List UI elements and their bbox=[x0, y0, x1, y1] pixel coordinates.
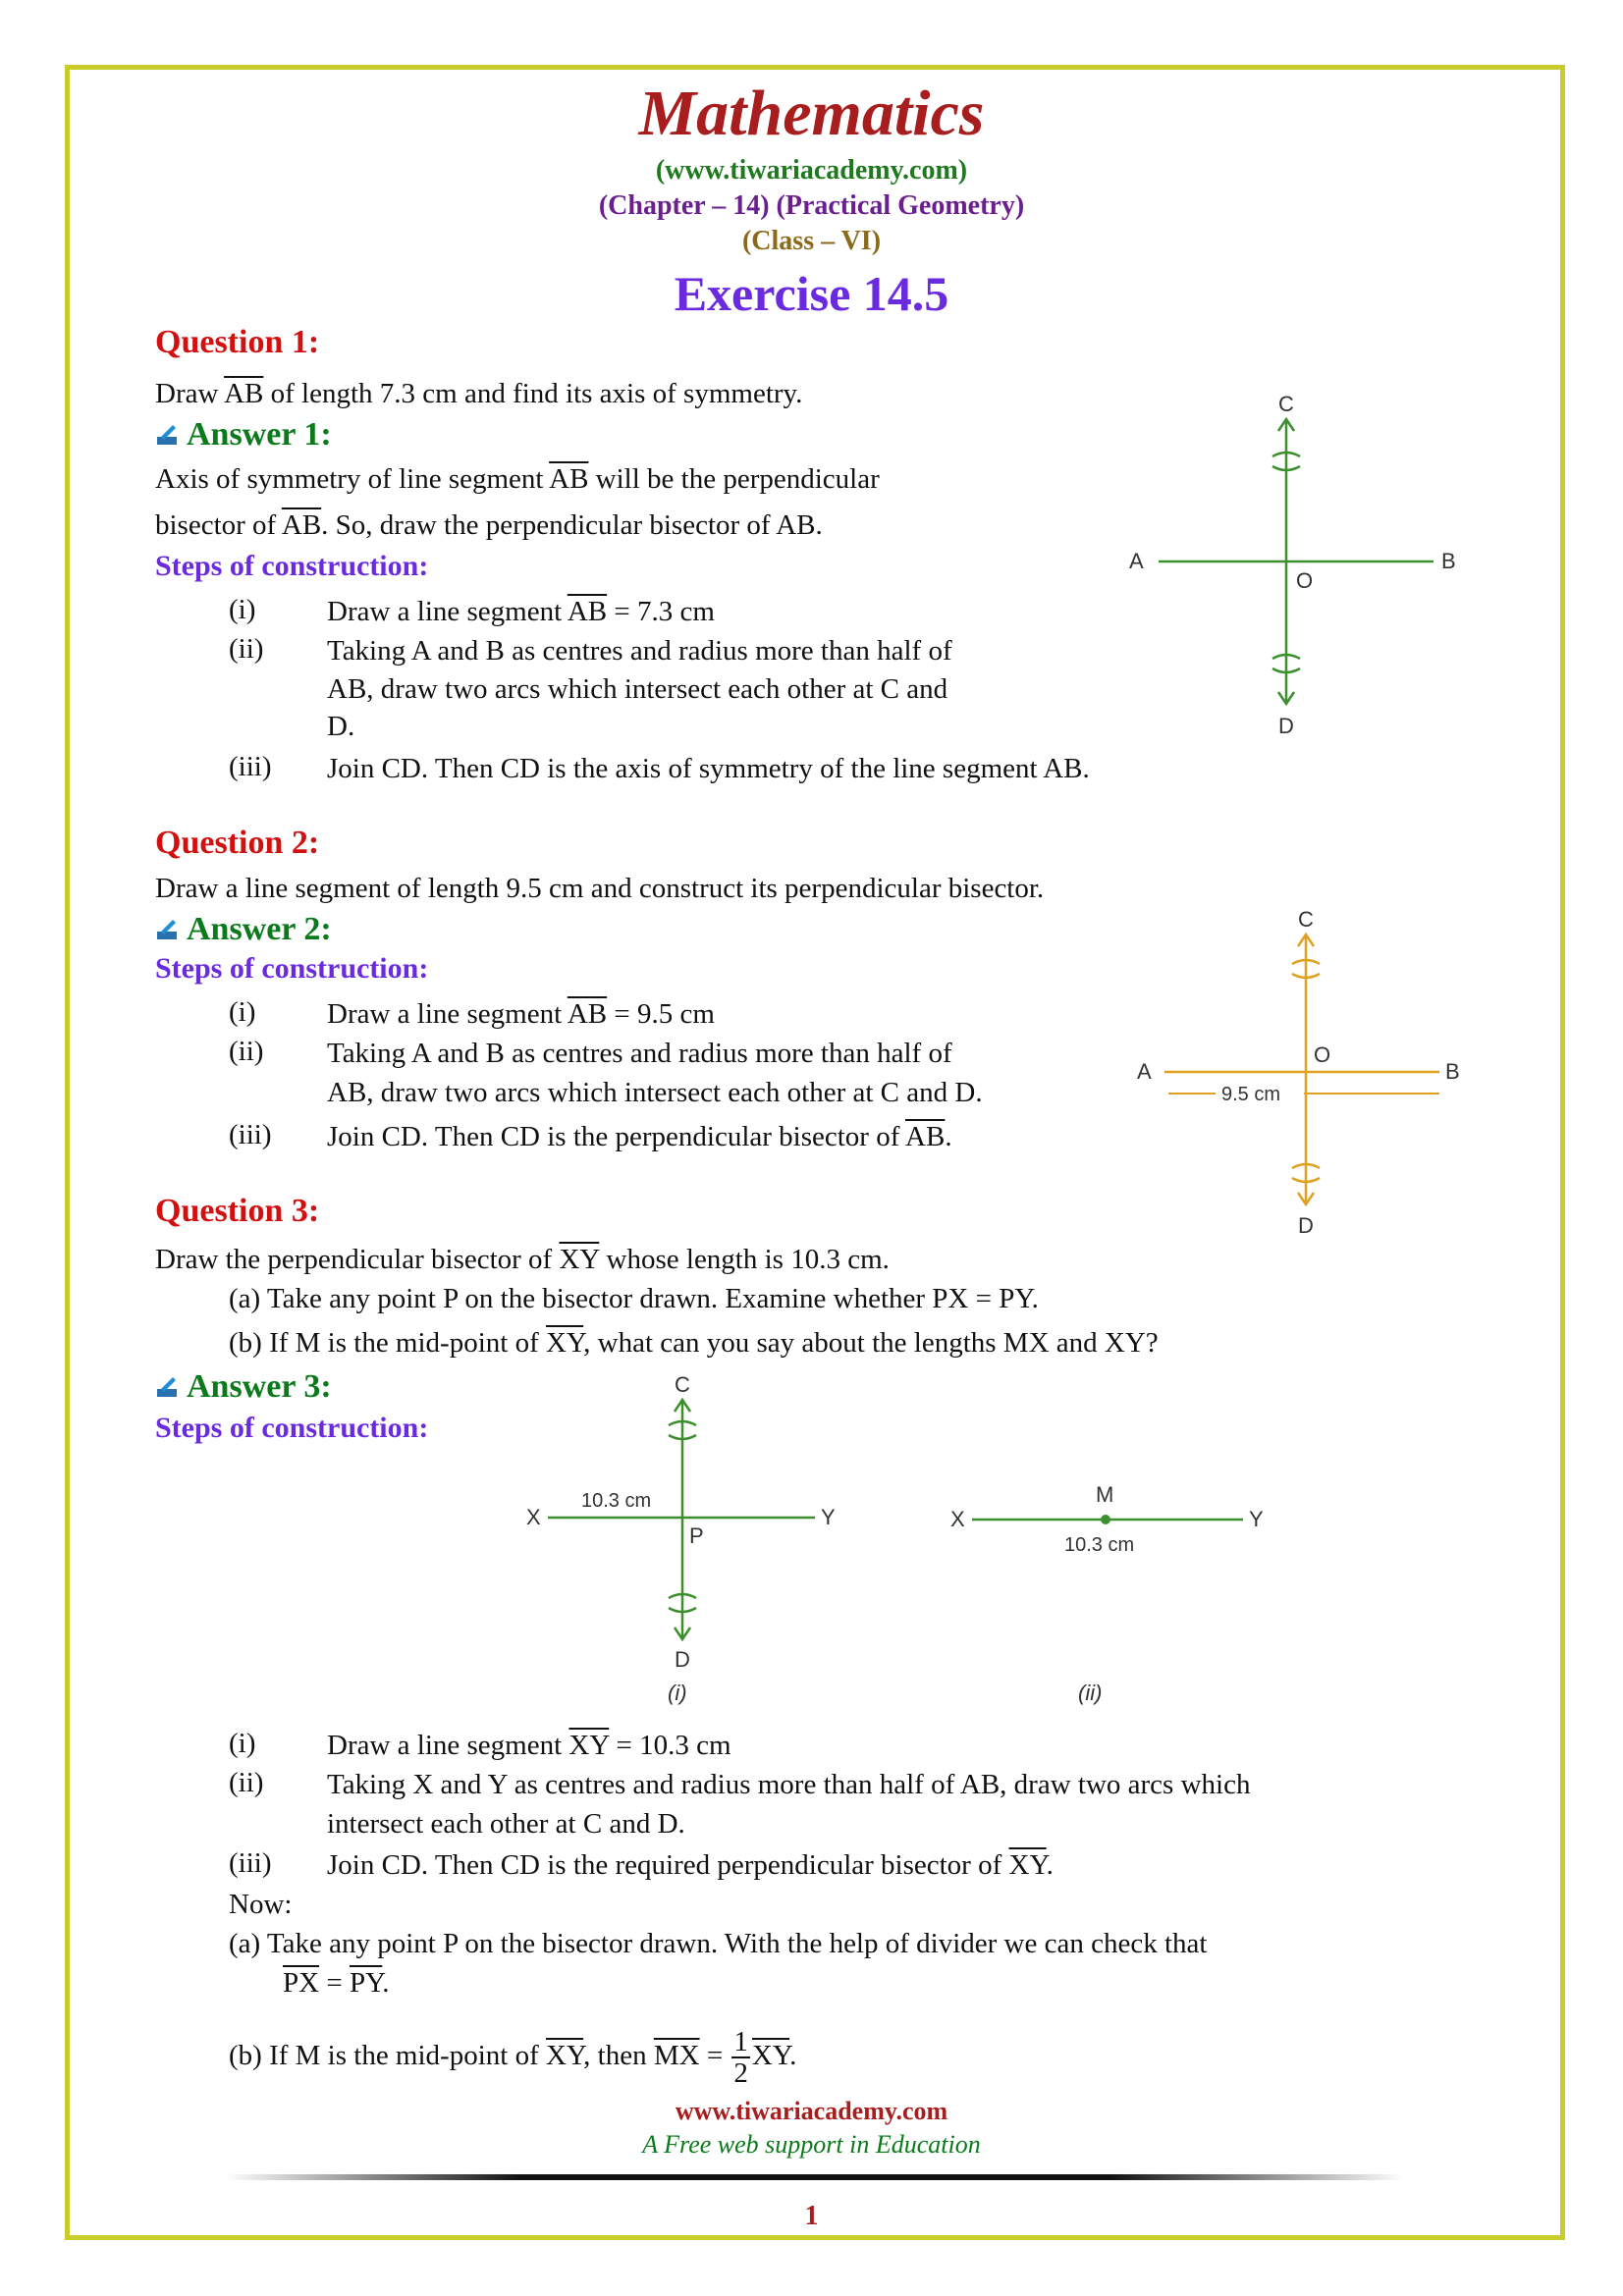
q3-step-3-number: (iii) bbox=[229, 1847, 272, 1879]
q1-step-3: Join CD. Then CD is the axis of symmetry of the line segment AB. bbox=[327, 753, 1090, 784]
answer-3-label: Answer 3: bbox=[187, 1368, 332, 1405]
q3-now-label: Now: bbox=[229, 1889, 293, 1920]
page-title: Mathematics bbox=[638, 78, 985, 149]
q3-s3-a: Join CD. Then CD is the required perpendicular bisector of bbox=[327, 1849, 1002, 1881]
q3-pb-a: (b) If M is the mid-point of bbox=[229, 1327, 539, 1359]
q1-segment: $\overline{AB}$ bbox=[224, 378, 264, 409]
q2-s1-b: = 9.5 cm bbox=[614, 998, 715, 1030]
q3-t-a: Draw the perpendicular bisector of bbox=[155, 1244, 553, 1275]
a1-l2-b: . So, draw the perpendicular bisector of AB. bbox=[321, 509, 823, 541]
q3-steps-heading: Steps of construction: bbox=[155, 1412, 429, 1444]
q3-a-seg1: $\overline{PX}$ bbox=[283, 1967, 320, 1999]
pen-icon bbox=[155, 1375, 179, 1399]
footer-url[interactable]: www.tiwariacademy.com bbox=[675, 2097, 948, 2125]
fraction-denominator: 2 bbox=[733, 2057, 748, 2090]
q2-s3-seg: $\overline{AB}$ bbox=[905, 1121, 946, 1152]
answer-1-heading bbox=[155, 416, 332, 454]
a1-l2-a: bisector of bbox=[155, 509, 277, 541]
fig2-label-d: D bbox=[1298, 1213, 1314, 1238]
q3-conclusion-a-line-2 bbox=[283, 1965, 390, 2001]
q3-a-eq: = bbox=[326, 1967, 343, 1999]
q1-step-2-number: (ii) bbox=[229, 633, 264, 665]
question-3-text bbox=[155, 1242, 890, 1277]
fig1-label-c: C bbox=[1278, 392, 1294, 416]
q1-step-2-line-3: D. bbox=[327, 711, 355, 742]
q3-b-end: . bbox=[789, 2040, 797, 2072]
q2-step-1 bbox=[327, 996, 715, 1032]
q1-text-b: of length 7.3 cm and find its axis of symmetry. bbox=[270, 378, 803, 409]
fig3i-length-label: 10.3 cm bbox=[581, 1490, 652, 1512]
question-3-heading: Question 3: bbox=[155, 1193, 320, 1229]
fig2-label-a: A bbox=[1137, 1059, 1152, 1084]
q3-b-seg: $\overline{XY}$ bbox=[545, 2040, 584, 2072]
q3-pb-b: , what can you say about the lengths MX and XY? bbox=[583, 1327, 1159, 1359]
header-url[interactable]: (www.tiwariacademy.com) bbox=[655, 155, 968, 186]
answer-3-heading bbox=[155, 1368, 332, 1406]
q1-s1-b: = 7.3 cm bbox=[614, 596, 715, 627]
q1-step-1-number: (i) bbox=[229, 594, 256, 625]
question-2-text: Draw a line segment of length 9.5 cm and construct its perpendicular bisector. bbox=[155, 873, 1045, 904]
q2-s1-a: Draw a line segment bbox=[327, 998, 563, 1030]
q3-step-2-number: (ii) bbox=[229, 1767, 264, 1798]
q3-t-b: whose length is 10.3 cm. bbox=[606, 1244, 890, 1275]
q3-s1-seg: $\overline{XY}$ bbox=[568, 1730, 610, 1761]
fig3ii-length-label: 10.3 cm bbox=[1064, 1534, 1135, 1556]
q1-step-3-number: (iii) bbox=[229, 751, 272, 782]
q3-step-2-line-1: Taking X and Y as centres and radius more than half of AB, draw two arcs which bbox=[327, 1769, 1251, 1800]
q2-step-2-line-1: Taking A and B as centres and radius more than half of bbox=[327, 1038, 952, 1069]
fig3ii-label-x: X bbox=[950, 1507, 965, 1531]
question-2-heading: Question 2: bbox=[155, 825, 320, 861]
q2-step-2-number: (ii) bbox=[229, 1036, 264, 1067]
fig1-label-b: B bbox=[1441, 549, 1456, 573]
answer-2-label: Answer 2: bbox=[187, 911, 332, 947]
q2-s3-a: Join CD. Then CD is the perpendicular bisector of bbox=[327, 1121, 900, 1152]
fig3ii-caption: (ii) bbox=[1078, 1681, 1103, 1705]
q3-step-1 bbox=[327, 1728, 731, 1763]
fig3ii-label-m: M bbox=[1096, 1482, 1114, 1507]
q3-conclusion-b bbox=[229, 2027, 796, 2089]
q3-a-end: . bbox=[382, 1967, 390, 1999]
q1-step-2-line-2: AB, draw two arcs which intersect each other at C and bbox=[327, 673, 948, 705]
q1-steps-heading: Steps of construction: bbox=[155, 550, 429, 582]
fig3i-caption: (i) bbox=[668, 1681, 687, 1705]
header-class: (Class – VI) bbox=[741, 226, 882, 256]
q3-b-a: (b) If M is the mid-point of bbox=[229, 2040, 539, 2072]
pen-icon bbox=[155, 918, 179, 941]
q3-pb-seg: $\overline{XY}$ bbox=[545, 1327, 584, 1359]
fig3i-label-p: P bbox=[689, 1523, 704, 1548]
q3-step-1-number: (i) bbox=[229, 1728, 256, 1759]
q3-a-seg2: $\overline{PY}$ bbox=[349, 1967, 383, 1999]
figure-q3-ii bbox=[943, 1472, 1276, 1708]
question-1-text bbox=[155, 376, 802, 411]
q2-step-3-number: (iii) bbox=[229, 1119, 272, 1150]
a1-l2-seg: $\overline{AB}$ bbox=[281, 509, 322, 541]
figure-q2-perpendicular-bisector bbox=[1129, 905, 1483, 1239]
answer-2-heading bbox=[155, 911, 332, 948]
q3-s1-b: = 10.3 cm bbox=[616, 1730, 731, 1761]
q1-step-2-line-1: Taking A and B as centres and radius more than half of bbox=[327, 635, 952, 667]
q3-step-2-line-2: intersect each other at C and D. bbox=[327, 1808, 685, 1840]
q3-b-eq: = bbox=[706, 2040, 724, 2072]
header-chapter: (Chapter – 14) (Practical Geometry) bbox=[598, 190, 1025, 221]
fig1-label-o: O bbox=[1296, 568, 1314, 593]
a1-l1-a: Axis of symmetry of line segment bbox=[155, 463, 544, 495]
q3-conclusion-a-line-1: (a) Take any point P on the bisector drawn. With the help of divider we can check that bbox=[229, 1928, 1208, 1959]
answer-1-line-2 bbox=[155, 507, 823, 543]
figure-q3-i bbox=[520, 1372, 874, 1706]
q3-s3-b: . bbox=[1046, 1849, 1054, 1881]
fig3i-label-c: C bbox=[675, 1372, 690, 1397]
pen-icon bbox=[155, 423, 179, 447]
footer-divider bbox=[226, 2174, 1404, 2180]
fig3i-label-d: D bbox=[675, 1647, 690, 1672]
fig2-label-o: O bbox=[1314, 1042, 1331, 1067]
fraction-one-half bbox=[731, 2027, 750, 2089]
answer-1-label: Answer 1: bbox=[187, 416, 332, 453]
fig3i-label-x: X bbox=[526, 1505, 541, 1529]
fig3ii-midpoint bbox=[1101, 1515, 1110, 1524]
q3-b-then: , then bbox=[583, 2040, 647, 2072]
fig3i-label-y: Y bbox=[821, 1505, 836, 1529]
q1-text-a: Draw bbox=[155, 378, 219, 409]
q1-s1-a: Draw a line segment bbox=[327, 596, 563, 627]
q3-s3-seg: $\overline{XY}$ bbox=[1008, 1849, 1047, 1881]
q3-t-seg: $\overline{XY}$ bbox=[559, 1244, 600, 1275]
answer-1-line-1 bbox=[155, 461, 880, 497]
figure-q1-perpendicular-bisector bbox=[1119, 388, 1473, 741]
q1-step-1 bbox=[327, 594, 715, 629]
fig1-label-d: D bbox=[1278, 714, 1294, 738]
q3-step-3 bbox=[327, 1847, 1054, 1883]
q2-s1-seg: $\overline{AB}$ bbox=[567, 998, 608, 1030]
question-3-part-a: (a) Take any point P on the bisector drawn. Examine whether PX = PY. bbox=[229, 1283, 1039, 1314]
page-number: 1 bbox=[804, 2201, 819, 2231]
fig1-label-a: A bbox=[1129, 549, 1144, 573]
q3-b-mx: $\overline{MX}$ bbox=[653, 2040, 700, 2072]
q3-s1-a: Draw a line segment bbox=[327, 1730, 563, 1761]
a1-l1-seg: $\overline{AB}$ bbox=[549, 463, 589, 495]
fig2-length-label: 9.5 cm bbox=[1221, 1084, 1281, 1105]
q2-step-3 bbox=[327, 1119, 952, 1154]
q2-steps-heading: Steps of construction: bbox=[155, 952, 429, 985]
q3-b-xy: $\overline{XY}$ bbox=[751, 2040, 790, 2072]
fig2-label-c: C bbox=[1298, 907, 1314, 932]
fig3ii-label-y: Y bbox=[1249, 1507, 1264, 1531]
fraction-numerator: 1 bbox=[733, 2026, 748, 2057]
fig2-label-b: B bbox=[1445, 1059, 1460, 1084]
question-3-part-b bbox=[229, 1325, 1159, 1361]
q1-s1-seg: $\overline{AB}$ bbox=[567, 596, 608, 627]
footer-tagline: A Free web support in Education bbox=[642, 2130, 981, 2159]
q2-step-1-number: (i) bbox=[229, 996, 256, 1028]
exercise-title: Exercise 14.5 bbox=[674, 266, 949, 321]
q2-s3-b: . bbox=[945, 1121, 952, 1152]
a1-l1-b: will be the perpendicular bbox=[595, 463, 880, 495]
question-1-heading: Question 1: bbox=[155, 324, 320, 360]
q2-step-2-line-2: AB, draw two arcs which intersect each other at C and D. bbox=[327, 1077, 983, 1108]
